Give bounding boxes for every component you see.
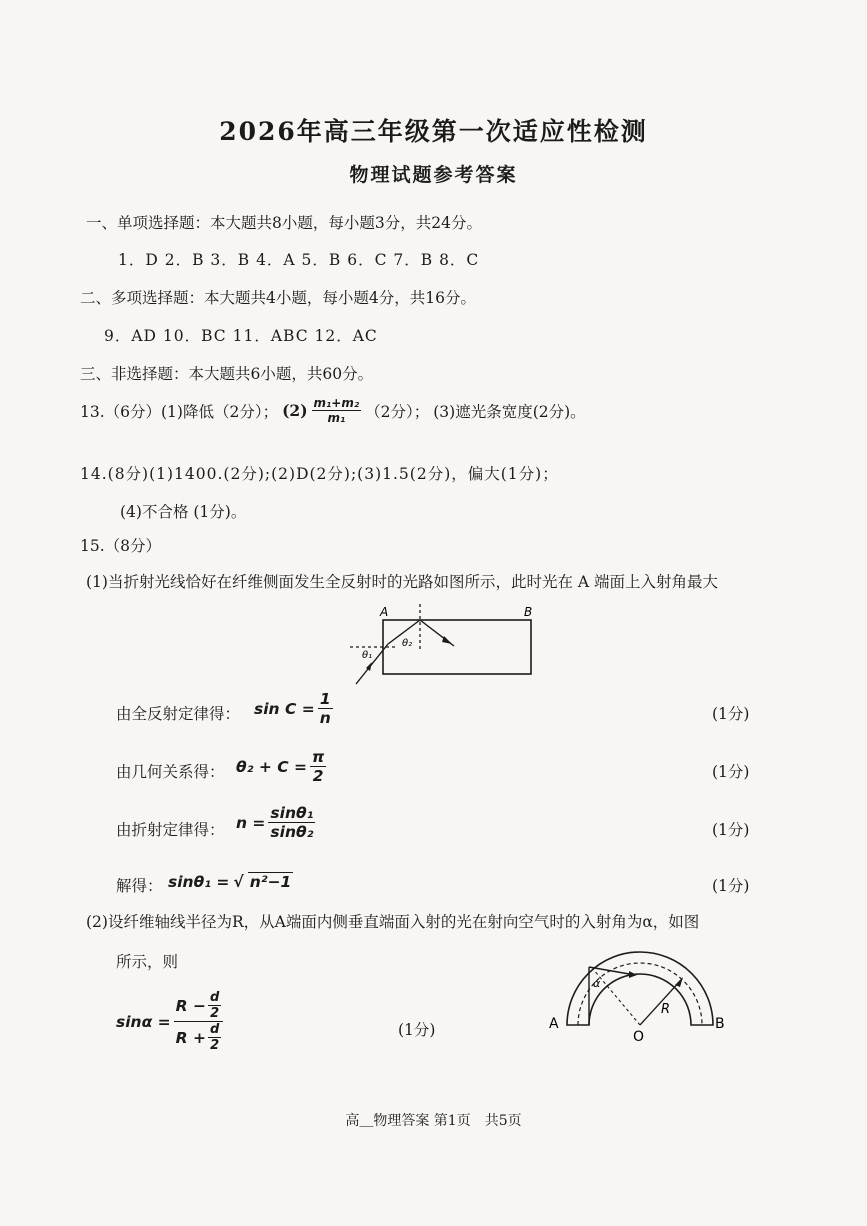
- section1-heading: 一、单项选择题：本大题共8小题，每小题3分，共24分。: [86, 214, 482, 232]
- eq5-formula: [116, 990, 223, 1053]
- q13-fraction-numerator: m₁+m₂: [313, 396, 360, 410]
- eq4-score: (1分): [712, 877, 750, 895]
- sqrt-sign-icon: √: [233, 872, 244, 891]
- q13-fraction: [312, 396, 362, 425]
- eq2-label: 由几何关系得：: [116, 763, 225, 781]
- eq2-num: π: [311, 748, 325, 766]
- reflected-ray-2-arrow: [629, 971, 637, 978]
- diagram2-label-o: O: [633, 1029, 645, 1045]
- eq4-radicand: n²−1: [249, 873, 292, 891]
- q15-part2-line2: 所示，则: [116, 953, 179, 971]
- diagram1-theta1: θ₁: [362, 650, 373, 661]
- q13-line: [80, 396, 586, 425]
- fiber-ray-diagram: [340, 600, 540, 692]
- diagram1-label-a: A: [380, 605, 389, 619]
- q14-line2: (4)不合格 (1分)。: [120, 503, 247, 521]
- section3-heading: 三、非选择题：本大题共6小题，共60分。: [80, 365, 374, 383]
- eq3-lhs: n =: [236, 813, 266, 832]
- eq5-lhs: sinα =: [116, 1012, 171, 1031]
- diagram1-label-b: B: [524, 605, 533, 619]
- q13-part1: 13.（6分）(1)降低（2分）；: [80, 402, 279, 421]
- eq5-num-a: R −: [175, 996, 206, 1015]
- eq2-score: (1分): [712, 763, 750, 781]
- page-footer: 高＿物理答案 第1页 共5页: [345, 1113, 522, 1129]
- q14-line1: 14.(8分)(1)1400.(2分);(2)D(2分);(3)1.5(2分)，偏大(1分)；: [80, 465, 559, 483]
- diagram2-label-r: R: [661, 1002, 671, 1017]
- eq4-formula: [168, 872, 293, 891]
- eq1-score: (1分): [712, 705, 750, 723]
- diagram2-alpha: α: [593, 977, 601, 990]
- eq1-num: 1: [318, 690, 333, 709]
- q13-part2-score: （2分）；: [365, 402, 430, 421]
- eq2-fraction: [310, 748, 326, 785]
- section1-answers: 1．D 2．B 3．B 4．A 5．B 6．C 7．B 8．C: [118, 251, 480, 269]
- diagram2-label-a: A: [549, 1016, 559, 1032]
- q13-part2-label: (2): [282, 401, 308, 420]
- eq3-label: 由折射定律得：: [116, 821, 225, 839]
- eq5-den: [174, 1022, 224, 1053]
- eq2-den: 2: [312, 767, 324, 785]
- eq1-formula: [254, 690, 333, 727]
- page-title: 2026年高三年级第一次适应性检测: [219, 117, 648, 146]
- eq5-num-b: d: [209, 990, 220, 1005]
- eq5-num-frac: [208, 990, 221, 1021]
- eq3-num: sinθ₁: [270, 804, 314, 822]
- section2-heading: 二、多项选择题：本大题共4小题，每小题4分，共16分。: [80, 289, 476, 307]
- q15-part1-intro: (1)当折射光线恰好在纤维侧面发生全反射时的光路如图所示，此时光在 A 端面上入射角最大: [86, 573, 719, 591]
- eq4-label: 解得：: [116, 877, 163, 895]
- eq1-fraction: [318, 690, 333, 727]
- eq3-formula: [236, 804, 315, 841]
- eq5-fraction: [174, 990, 224, 1053]
- eq5-num: [174, 990, 224, 1022]
- eq5-den-a: R +: [175, 1028, 206, 1047]
- eq3-fraction: [268, 804, 315, 841]
- q13-fraction-denominator: m₁: [327, 411, 346, 425]
- q15-head: 15.（8分）: [80, 537, 162, 555]
- diagram1-theta2: θ₂: [402, 638, 413, 649]
- section2-answers: 9．AD 10．BC 11．ABC 12．AC: [104, 327, 378, 345]
- eq3-den: sinθ₂: [270, 823, 314, 841]
- eq5-den-b: d: [209, 1022, 220, 1037]
- reflected-ray-2: [589, 967, 635, 975]
- eq4-lhs: sinθ₁ =: [168, 872, 230, 891]
- diagram2-label-b: B: [715, 1016, 725, 1032]
- eq2-lhs: θ₂ + C =: [236, 757, 307, 776]
- eq5-den-frac: [208, 1022, 221, 1053]
- eq5-score: (1分): [398, 1021, 436, 1039]
- fiber-axis-arc: [578, 963, 702, 1025]
- eq2-formula: [236, 748, 326, 785]
- q15-part2-line1: (2)设纤维轴线半径为R，从A端面内侧垂直端面入射的光在射向空气时的入射角为α，如图: [86, 913, 700, 931]
- eq1-lhs: sin C =: [254, 699, 315, 718]
- q13-part3: (3)遮光条宽度(2分)。: [433, 402, 586, 421]
- eq5-num-c: 2: [210, 1006, 220, 1021]
- eq3-score: (1分): [712, 821, 750, 839]
- eq5-den-c: 2: [210, 1038, 220, 1053]
- page-subtitle: 物理试题参考答案: [349, 164, 518, 186]
- eq1-den: n: [319, 709, 331, 727]
- eq1-label: 由全反射定律得：: [116, 705, 241, 723]
- semicircle-fiber-diagram: [545, 935, 735, 1045]
